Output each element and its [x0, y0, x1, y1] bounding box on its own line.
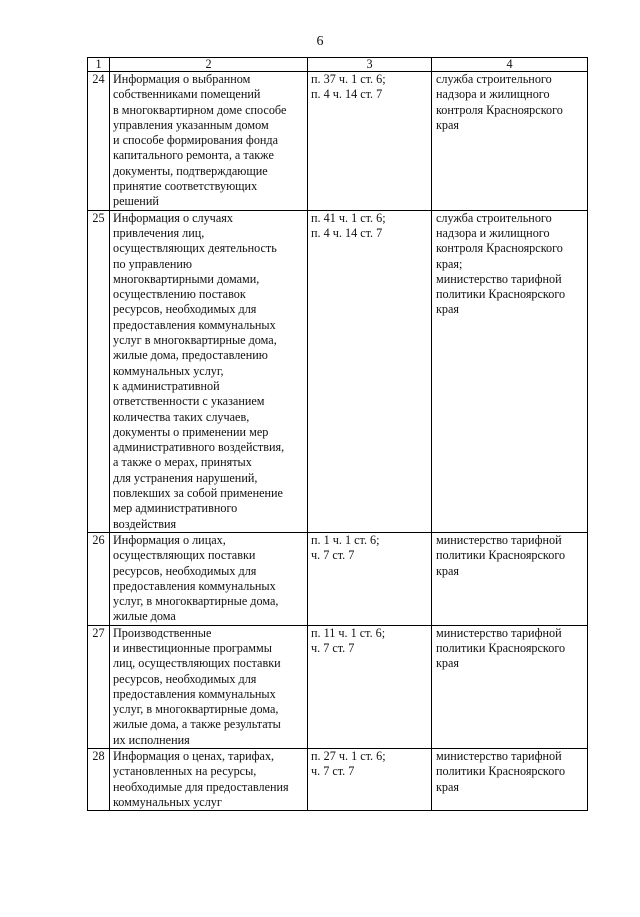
info-cell-line: ресурсов, необходимых для: [113, 563, 257, 578]
legal-reference-cell-line: п. 4 ч. 14 ст. 7: [311, 87, 383, 102]
responsible-body-cell-line: министерство тарифной: [436, 749, 562, 764]
info-cell-line: Информация о выбранном: [113, 72, 251, 86]
column-header-4: 4: [432, 58, 588, 72]
responsible-body-cell-line: края: [436, 302, 460, 317]
info-cell-line: привлечения лиц,: [113, 225, 205, 240]
responsible-body-cell-line: края: [436, 117, 460, 132]
info-cell-line: по управлению: [113, 256, 193, 271]
info-cell-line: лиц, осуществляющих поставки: [113, 656, 281, 671]
table-row: [88, 532, 588, 625]
column-header-3: 3: [308, 58, 432, 72]
responsible-body-cell-line: края: [436, 779, 460, 794]
info-cell-line: к административной: [113, 378, 220, 393]
info-cell-line: необходимые для предоставления: [113, 779, 289, 794]
info-cell-line: ресурсов, необходимых для: [113, 302, 257, 317]
info-cell-line: услуг в многоквартирные дома,: [113, 333, 277, 348]
legal-reference-cell-line: п. 41 ч. 1 ст. 6;: [311, 210, 386, 225]
responsible-body-cell-line: политики Красноярского: [436, 640, 566, 655]
legal-reference-cell: [308, 625, 432, 748]
info-cell-line: капитального ремонта, а также: [113, 148, 274, 163]
info-cell-line: коммунальных услуг,: [113, 363, 224, 378]
info-cell-line: предоставления коммунальных: [113, 686, 276, 701]
info-cell-line: предоставления коммунальных: [113, 317, 276, 332]
info-cell-line: их исполнения: [113, 732, 190, 747]
responsible-body-cell-line: министерство тарифной: [436, 532, 562, 547]
legal-reference-cell-line: ч. 7 ст. 7: [311, 640, 355, 655]
info-cell-line: и способе формирования фонда: [113, 133, 279, 148]
legal-reference-cell: [308, 749, 432, 811]
info-cell-line: воздействия: [113, 516, 177, 531]
legal-reference-cell-line: п. 27 ч. 1 ст. 6;: [311, 749, 386, 764]
row-number: 25: [88, 210, 110, 532]
info-cell-line: жилые дома: [113, 609, 176, 624]
table-row: [88, 72, 588, 211]
row-number: 27: [88, 625, 110, 748]
responsible-body-cell-line: надзора и жилищного: [436, 87, 550, 102]
info-cell-line: для устранения нарушений,: [113, 470, 258, 485]
legal-reference-cell-line: ч. 7 ст. 7: [311, 548, 355, 563]
page-number: 6: [316, 34, 324, 49]
legal-reference-cell-line: п. 1 ч. 1 ст. 6;: [311, 532, 380, 547]
info-cell: [110, 749, 308, 811]
responsible-body-cell: [432, 749, 588, 811]
table-row: [88, 749, 588, 811]
info-cell-line: осуществляющих поставки: [113, 548, 256, 563]
responsible-body-cell-line: политики Красноярского: [436, 548, 566, 563]
info-cell-line: осуществлению поставок: [113, 287, 246, 302]
info-cell-line: Информация о случаях: [113, 210, 233, 225]
row-number: 26: [88, 532, 110, 625]
responsible-body-cell-line: министерство тарифной: [436, 271, 562, 286]
info-cell-line: ответственности с указанием: [113, 394, 265, 409]
table-header-row: [88, 58, 588, 72]
column-header-2: 2: [110, 58, 308, 72]
info-cell: [110, 532, 308, 625]
responsible-body-cell-line: контроля Красноярского: [436, 241, 563, 256]
info-cell-line: и инвестиционные программы: [113, 640, 272, 655]
row-number: 28: [88, 749, 110, 811]
responsible-body-cell-line: служба строительного: [436, 210, 552, 225]
responsible-body-cell-line: политики Красноярского: [436, 287, 566, 302]
info-cell-line: в многоквартирном доме способе: [113, 102, 287, 117]
responsible-body-cell-line: края;: [436, 256, 463, 271]
responsible-body-cell: [432, 72, 588, 211]
info-cell-line: жилые дома, а также результаты: [113, 717, 281, 732]
legal-reference-cell-line: п. 37 ч. 1 ст. 6;: [311, 72, 386, 86]
responsible-body-cell-line: края: [436, 656, 460, 671]
responsible-body-cell: [432, 532, 588, 625]
info-cell-line: осуществляющих деятельность: [113, 241, 277, 256]
info-cell-line: Производственные: [113, 625, 212, 640]
info-cell-line: документы, подтверждающие: [113, 163, 268, 178]
info-cell-line: ресурсов, необходимых для: [113, 671, 257, 686]
legal-reference-cell: [308, 210, 432, 532]
legal-reference-cell: [308, 72, 432, 211]
info-cell-line: услуг, в многоквартирные дома,: [113, 594, 279, 609]
responsible-body-cell: [432, 625, 588, 748]
info-cell-line: повлекших за собой применение: [113, 486, 283, 501]
info-cell-line: Информация о лицах,: [113, 532, 226, 547]
table-body: [88, 72, 588, 811]
info-cell-line: административного воздействия,: [113, 440, 285, 455]
info-cell-line: коммунальных услуг: [113, 794, 222, 809]
table-row: [88, 210, 588, 532]
info-cell-line: предоставления коммунальных: [113, 578, 276, 593]
info-cell-line: установленных на ресурсы,: [113, 764, 257, 779]
responsible-body-cell: [432, 210, 588, 532]
info-cell: [110, 625, 308, 748]
responsible-body-cell-line: надзора и жилищного: [436, 225, 550, 240]
info-cell-line: жилые дома, предоставлению: [113, 348, 268, 363]
info-cell: [110, 210, 308, 532]
info-cell-line: мер административного: [113, 501, 238, 516]
responsible-body-cell-line: политики Красноярского: [436, 764, 566, 779]
info-cell-line: принятие соответствующих: [113, 179, 258, 194]
legal-reference-cell-line: ч. 7 ст. 7: [311, 764, 355, 779]
info-cell-line: Информация о ценах, тарифах,: [113, 749, 275, 764]
document-table: [87, 57, 588, 811]
info-cell-line: количества таких случаев,: [113, 409, 250, 424]
info-cell-line: услуг, в многоквартирные дома,: [113, 702, 279, 717]
info-cell-line: собственниками помещений: [113, 87, 261, 102]
info-cell-line: решений: [113, 194, 159, 209]
responsible-body-cell-line: служба строительного: [436, 72, 552, 86]
row-number: 24: [88, 72, 110, 211]
column-header-1: 1: [88, 58, 110, 72]
legal-reference-cell-line: п. 4 ч. 14 ст. 7: [311, 225, 383, 240]
info-cell: [110, 72, 308, 211]
table-row: [88, 625, 588, 748]
info-cell-line: а также о мерах, принятых: [113, 455, 252, 470]
legal-reference-cell: [308, 532, 432, 625]
info-cell-line: управления указанным домом: [113, 117, 269, 132]
responsible-body-cell-line: контроля Красноярского: [436, 102, 563, 117]
responsible-body-cell-line: министерство тарифной: [436, 625, 562, 640]
responsible-body-cell-line: края: [436, 563, 460, 578]
legal-reference-cell-line: п. 11 ч. 1 ст. 6;: [311, 625, 386, 640]
info-cell-line: документы о применении мер: [113, 424, 269, 439]
info-cell-line: многоквартирными домами,: [113, 271, 260, 286]
